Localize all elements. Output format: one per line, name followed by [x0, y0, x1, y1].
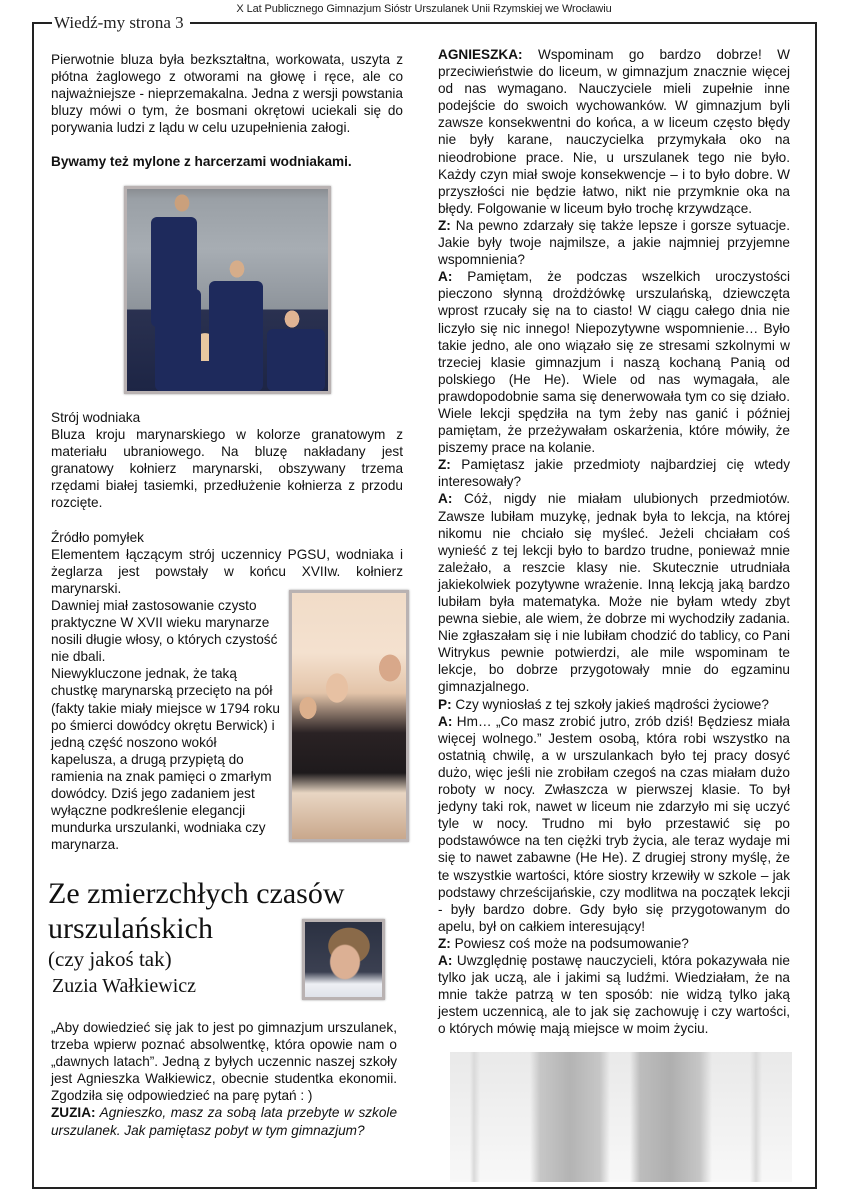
article-title-line2: urszulańskich — [48, 912, 213, 945]
speaker-label: P: — [438, 696, 452, 712]
speaker-label: A: — [438, 491, 453, 507]
page-frame-bottom — [32, 1187, 817, 1189]
article-author: Zuzia Wałkiewicz — [52, 975, 197, 997]
interview-entry — [438, 490, 790, 695]
speaker-label: Z: — [438, 935, 451, 951]
entry-text: Pamiętam, że podczas wszelkich uroczystości pieczono słynną drożdżówkę urszulańską, dziewczęta wprost rzucały się na to ciasto! W ciągu całego dnia nie liczyło się nic innego! Niepozytywne wspomnienie… Było takie jedno, ale ono wiązało się ze stresami szkolnymi w trzeciej klasie gimnazjum i naszą kochaną Panią od polskiego (He He). Wiele od nas wymagała, ale prawdopodobnie sama się denerwowała tym co się działo. Wiele lekcji spędziła na tym żeby nas ganić i później pamiętam, że przeżywałam oskarżenia, które mówiły, że piszemy prace na kolanie. — [438, 269, 790, 456]
article-title-block — [48, 876, 345, 1000]
sailor-figure — [167, 361, 251, 391]
section-body-zrodlo: Elementem łączącym strój uczennicy PGSU, wodniaka i żeglarza jest powstały w końcu XVIIw. kołnierz marynarski. — [51, 546, 403, 596]
speaker-label: A: — [438, 713, 453, 729]
page-frame-right — [815, 22, 817, 1188]
intro-paragraph: Pierwotnie bluza była bezkształtna, workowata, uszyta z płótna żaglowego z otworami na głowę i ręce, ale co najważniejsze - nieprzemakalna. Jedna z wersji powstania bluzy mówi o tym, że bosmani okrętowi uciekali się do porywania ludzi z lądu w celu uzupełnienia załogi. — [51, 52, 403, 136]
interview-entry — [438, 46, 790, 217]
interview-entry — [438, 456, 790, 490]
speaker-label: ZUZIA: — [51, 1105, 96, 1121]
speaker-label: A: — [438, 952, 453, 968]
section-heading-stroj: Strój wodniaka — [51, 410, 141, 425]
left-column-mid — [51, 409, 403, 597]
entry-text: Uwzględnię postawę nauczycieli, która pokazywała nie tylko jak uczą, ale i jakimi są ludźmi. Wiedziałam, że na mnie także patrzą w ten sposób: nie widzą tylko jaką jestem uczennicą, ale to jak się zachowuję i czy wartości, o których mówię mają miejsce w moim życiu. — [438, 952, 790, 1037]
speaker-label: Z: — [438, 217, 451, 233]
interview-entry — [438, 713, 790, 935]
entry-text: Pamiętasz jakie przedmioty najbardziej cię wtedy interesowały? — [438, 457, 790, 490]
section-body-dawniej: Dawniej miał zastosowanie czysto praktyczne W XVII wieku marynarze nosili długie włosy, o których czystość nie dbali. — [51, 598, 278, 665]
page-frame-left — [32, 22, 34, 1188]
background-photo-shadows — [450, 1052, 792, 1182]
article-intro — [51, 1019, 397, 1139]
entry-text: Czy wyniosłaś z tej szkoły jakieś mądrości życiowe? — [451, 696, 769, 712]
left-column-top — [51, 51, 403, 171]
intro-text: „Aby dowiedzieć się jak to jest po gimnazjum urszulanek, trzeba wpierw poznać absolwentkę, która opowie nam o „dawnych latach”. Jedną z byłych uczennic naszej szkoły jest Agnieszka Wałkiewicz, obecnie studentka ekonomii. Zgodziła się odpowiedzieć na parę pytań : ) — [51, 1020, 397, 1104]
publication-caption: X Lat Publicznego Gimnazjum Sióstr Urszulanek Unii Rzymskiej we Wrocławiu — [236, 3, 612, 15]
page-label: Wiedź-my strona 3 — [52, 13, 190, 33]
sailor-figure — [267, 329, 325, 391]
interview-entry — [438, 935, 790, 952]
entry-text: Na pewno zdarzały się także lepsze i gorsze sytuacje. Jakie były twoje najmilsze, a jakie najmniej przyjemne wspomnienia? — [438, 217, 790, 268]
left-column-narrow — [51, 597, 283, 853]
bold-line: Bywamy też mylone z harcerzami wodniakami. — [51, 154, 352, 170]
interview-column — [438, 46, 790, 1037]
interview-entry — [438, 952, 790, 1037]
interview-entry — [438, 217, 790, 268]
photo-sailors — [124, 186, 331, 394]
author-photo — [302, 919, 385, 1000]
section-body-stroj: Bluza kroju marynarskiego w kolorze granatowym z materiału ubraniowego. Na bluzę nakładany jest granatowy kołnierz marynarski, obszywany trzema rzędami białej tasiemki, przedłużenie kołnierza z przodu rozcięte. — [51, 427, 403, 511]
entry-text: Hm… „Co masz zrobić jutro, zrób dziś! Będziesz miała więcej wolnego.” Jestem osobą, która robi wszystko na ostatnią chwilę, a w urszulankach było tej pracy dosyć dużo, więc jeśli nie zrobiłam czegoś na czas miałam dużo roboty w nocy. Zwłaszcza w pierwszej klasie. To był jedyny taki rok, nawet w liceum nie zdarzyło mi się uczyć tyle w nocy. Trudno mi było przestawić się po podstawówce na ten ciężki tryb życia, ale teraz wydaje mi się to nawet zabawne (He He). Z drugiej strony myślę, że te wszystkie wartości, które siostry krzewiły w szkole – jak podstawy chrześcijańskie, czy modlitwa na początek lekcji - były bardzo dobre. Gdy było się przygotowanym do apelu, był on całkiem interesujący! — [438, 713, 790, 934]
speaker-label: AGNIESZKA: — [438, 47, 523, 62]
speaker-label: Z: — [438, 457, 451, 473]
entry-text: Cóż, nigdy nie miałam ulubionych przedmiotów. Zawsze lubiłam muzykę, jednak była to lekcja, na której nikomu nie chciało się myśleć. Jeżeli chciałam coś wynieść z tej lekcji było to bardzo trudne, ponieważ mnie zależało, a reszcie klasy nie. Skutecznie utrudniała jakiekolwiek pozytywne wrażenie. Inną lekcją jaką bardzo lubiłam była matematyka. Może nie byłam wtedy zbyt pewna siebie, ale wiem, że dobrze mi wychodziły zadania. Nie zgłaszałam się i nie lubiłam chodzić do tablicy, co Pani Witrykus pewnie potwierdzi, ale mile wspominam te lekcje, bo dobrze przygotowały mnie do egzaminu gimnazjalnego. — [438, 491, 790, 695]
speaker-label: A: — [438, 269, 453, 285]
photo-students — [289, 590, 409, 842]
interview-entry — [438, 268, 790, 456]
entry-text: Wspominam go bardzo dobrze! W przeciwieństwie do liceum, w gimnazjum znacznie więcej od nas wymagano. Nauczyciele mieli zupełnie inne podejście do swoich wychowanków. W gimnazjum byli zawsze konsekwentni do końca, a w liceum często błędy nie były karane, nauczycielka przymykała oko na nieodrobione prace. Nie, u urszulanek tego nie było. Każdy czyn miał swoje konsekwencje – i to było dobre. W przyszłości nie będzie łatwo, nikt nie przymknie oka na błędy. Folgowanie w liceum było trochę krzywdzące. — [438, 47, 790, 216]
interview-entry — [438, 696, 790, 713]
section-body-niewykluczone: Niewykluczone jednak, że taką chustkę marynarską przecięto na pół (fakty takie miały miejsce w 1794 roku po śmierci dowódcy okrętu Berwick) i jedną część noszono wokół kapelusza, a drugą przypiętą do ramienia na znak pamięci o zmarłym dowódcy. Dziś jego zadaniem jest wyłączne podkreślenie elegancji mundurka urszulanki, wodniaka czy marynarza. — [51, 666, 280, 853]
article-title-line1: Ze zmierzchłych czasów — [48, 877, 345, 910]
article-subtitle: (czy jakoś tak) — [48, 947, 172, 971]
entry-text: Powiesz coś może na podsumowanie? — [450, 935, 689, 951]
section-heading-zrodlo: Źródło pomyłek — [51, 529, 144, 545]
question-text: Agnieszko, masz za sobą lata przebyte w szkole urszulanek. Jak pamiętasz pobyt w tym gimnazjum? — [51, 1105, 397, 1138]
